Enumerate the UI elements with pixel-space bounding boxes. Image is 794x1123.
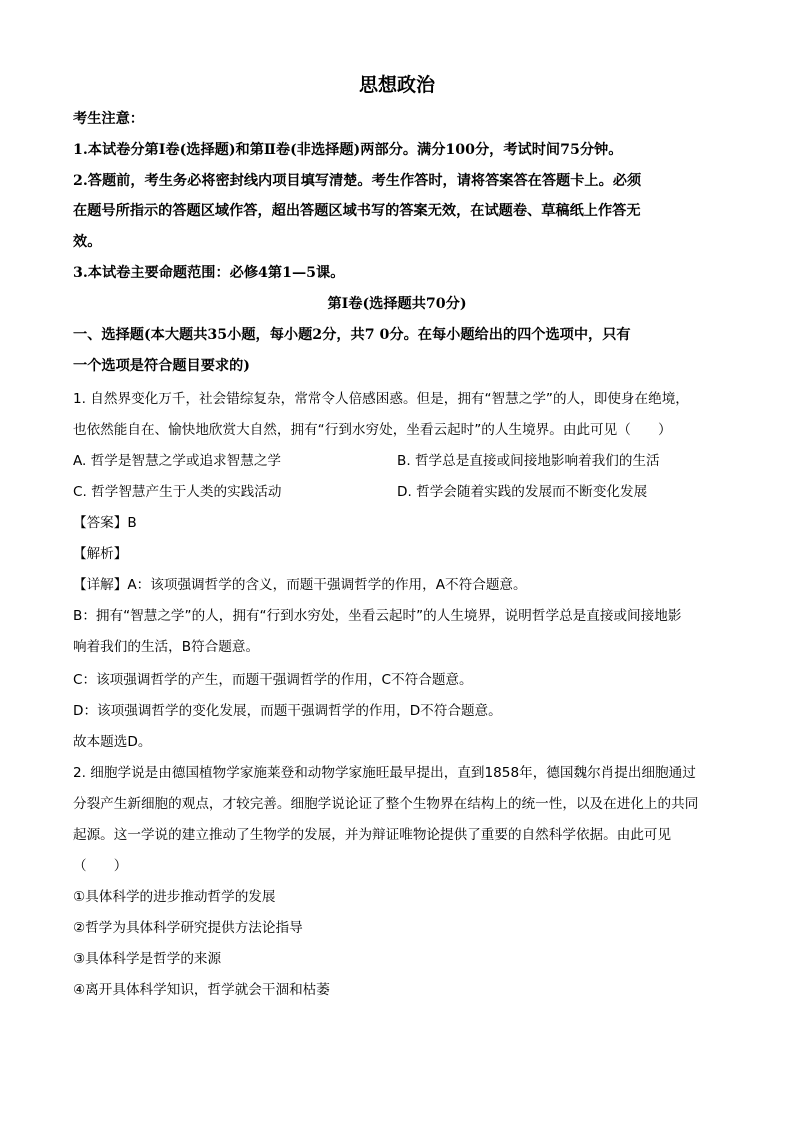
q2-stem-line-3: 起源。这一学说的建立推动了生物学的发展，并为辩证唯物论提供了重要的自然科学依据。由此可见: [73, 827, 672, 843]
q2-stem-line-1: 2. 细胞学说是由德国植物学家施莱登和动物学家施旺最早提出，直到1858年，德国魏尔肖提出细胞通过: [73, 765, 696, 781]
q1-option-d: D. 哲学会随着实践的发展而不断变化发展: [397, 484, 648, 500]
notice-item-2-line-1: 2.答题前，考生务必将密封线内项目填写清楚。考生作答时，请将答案答在答题卡上。必须: [73, 173, 642, 189]
q1-detail-c: C：该项强调哲学的产生，而题干强调哲学的作用，C不符合题意。: [73, 672, 473, 688]
section1-heading-line-1: 一、选择题(本大题共35小题，每小题2分，共7 0分。在每小题给出的四个选项中，只有: [73, 327, 631, 343]
q2-statement-1: ①具体科学的进步推动哲学的发展: [73, 889, 276, 905]
q1-conclusion: 故本题选D。: [73, 734, 152, 750]
q1-option-b: B. 哲学总是直接或间接地影响着我们的生活: [397, 453, 660, 469]
q1-detail-b-line-1: B：拥有“智慧之学”的人，拥有“行到水穷处，坐看云起时”的人生境界，说明哲学总是直接或间接地影: [73, 608, 682, 624]
notice-heading: 考生注意：: [73, 111, 144, 127]
section1-heading-line-2: 一个选项是符合题目要求的): [73, 358, 250, 374]
q1-detail-d: D：该项强调哲学的变化发展，而题干强调哲学的作用，D不符合题意。: [73, 703, 502, 719]
q2-statement-3: ③具体科学是哲学的来源: [73, 951, 222, 967]
page-title: 思想政治: [358, 74, 435, 96]
q2-statement-4: ④离开具体科学知识，哲学就会干涸和枯萎: [73, 982, 330, 998]
notice-item-2-line-2: 在题号所指示的答题区域作答，超出答题区域书写的答案无效，在试题卷、草稿纸上作答无: [73, 203, 641, 219]
q2-stem-line-4: （ ）: [73, 858, 128, 874]
q1-option-a: A. 哲学是智慧之学或追求智慧之学: [73, 453, 282, 469]
q1-stem-line-2: 也依然能自在、愉快地欣赏大自然，拥有“行到水穷处，坐看云起时”的人生境界。由此可见（ ）: [73, 422, 672, 438]
q1-detail-b-line-2: 响着我们的生活，B符合题意。: [73, 639, 260, 655]
notice-item-3: 3.本试卷主要命题范围：必修4第1—5课。: [73, 265, 345, 281]
notice-item-1: 1.本试卷分第Ⅰ卷(选择题)和第Ⅱ卷(非选择题)两部分。满分100分，考试时间75分钟。: [73, 142, 623, 158]
q2-stem-line-2: 分裂产生新细胞的观点，才较完善。细胞学说论证了整个生物界在结构上的统一性，以及在进化上的共同: [73, 796, 699, 812]
q2-statement-2: ②哲学为具体科学研究提供方法论指导: [73, 920, 303, 936]
q1-answer: 【答案】B: [73, 515, 137, 531]
part1-title: 第Ⅰ卷(选择题共70分): [327, 296, 467, 312]
q1-option-c: C. 哲学智慧产生于人类的实践活动: [73, 484, 282, 500]
q1-analysis-heading: 【解析】: [73, 546, 128, 562]
q1-stem-line-1: 1. 自然界变化万千，社会错综复杂，常常令人倍感困惑。但是，拥有“智慧之学”的人，即使身在绝境，: [73, 391, 689, 407]
q1-detail-a: 【详解】A：该项强调哲学的含义，而题干强调哲学的作用，A不符合题意。: [73, 577, 527, 593]
notice-item-2-line-3: 效。: [73, 234, 102, 250]
